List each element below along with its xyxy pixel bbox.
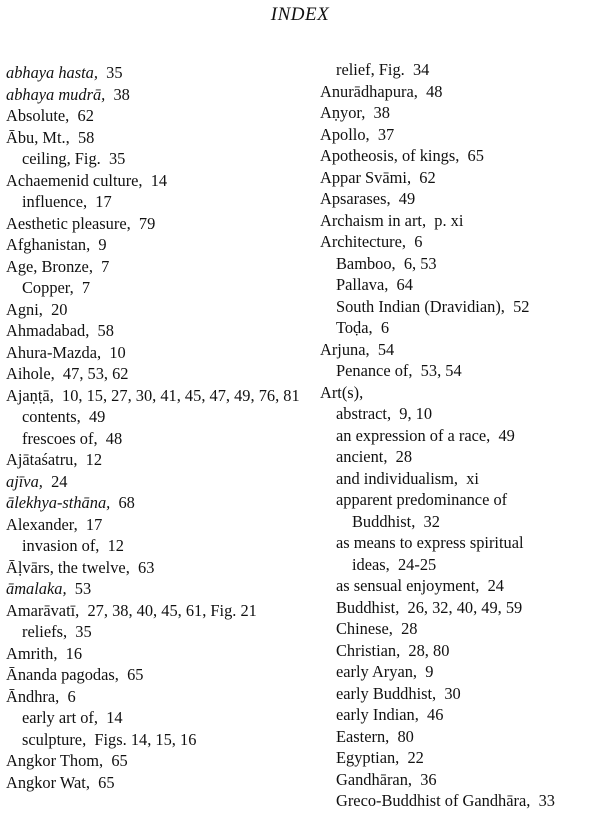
index-term: Achaemenid culture, — [6, 170, 143, 190]
index-term: Aesthetic pleasure, — [6, 213, 131, 233]
page-references: 48 — [426, 81, 443, 101]
index-term: Christian, — [336, 640, 401, 660]
index-entry — [6, 84, 302, 106]
page-references: 24-25 — [397, 554, 437, 574]
index-term: Egyptian, — [336, 748, 400, 767]
page-references: 64 — [396, 275, 413, 294]
page-references: 16 — [65, 643, 83, 663]
index-entry — [6, 471, 302, 493]
index-term: Age, Bronze, — [6, 256, 93, 276]
page-references: 35 — [106, 63, 123, 82]
page-references: 68 — [118, 493, 135, 512]
index-entry — [6, 707, 302, 729]
page-references: 38 — [113, 84, 130, 104]
index-term: Āndhra, — [6, 686, 60, 706]
index-term: sculpture, — [22, 729, 87, 749]
index-term: Ahmadabad, — [6, 321, 90, 340]
page-references: 28, 80 — [408, 640, 450, 660]
index-entry — [6, 406, 302, 428]
index-term: Āḷvārs, the twelve, — [6, 557, 130, 577]
index-entry — [320, 124, 595, 146]
index-entry — [6, 62, 302, 84]
index-entry — [6, 363, 302, 385]
page-references: 58 — [77, 127, 95, 147]
page-references: 48 — [105, 428, 123, 448]
index-term: relief, Fig. — [336, 60, 405, 79]
index-term: apparent predominance of Buddhist, — [336, 490, 508, 531]
page-references: 10 — [109, 342, 126, 362]
index-term: early Aryan, — [336, 662, 418, 681]
index-term: Penance of, — [336, 361, 413, 380]
page-references: p. xi — [434, 210, 464, 230]
index-entry — [320, 102, 595, 124]
index-term: Chinese, — [336, 619, 393, 638]
page-references: xi — [466, 468, 479, 488]
index-entry — [6, 277, 302, 299]
page-references: 49 — [498, 425, 515, 445]
index-entry — [6, 600, 302, 622]
index-term: frescoes of, — [22, 428, 98, 448]
index-term: ajīva, — [6, 471, 43, 491]
page-references: 65 — [98, 772, 115, 792]
page-references: 10, 15, 27, 30, 41, 45, 47, 49, 76, 81 — [62, 385, 300, 405]
index-entry — [6, 729, 302, 751]
page-references: 14 — [150, 170, 168, 190]
index-column-right — [320, 59, 595, 812]
index-entry — [6, 557, 302, 579]
index-term: invasion of, — [22, 536, 100, 555]
index-entry — [320, 382, 595, 404]
index-entry — [320, 339, 595, 361]
page-references: 58 — [97, 321, 114, 340]
index-entry — [320, 425, 595, 447]
index-term: Appar Svāmi, — [320, 167, 412, 187]
page-references: 7 — [81, 278, 91, 297]
index-entry — [6, 686, 302, 708]
page-references: 62 — [77, 106, 94, 125]
page-references: 6, 53 — [403, 253, 437, 273]
index-entry — [320, 167, 595, 189]
page-references: 6 — [414, 232, 423, 251]
index-entry — [320, 231, 595, 253]
page-references: 12 — [85, 450, 103, 469]
index-entry — [320, 575, 595, 597]
index-entry — [320, 81, 595, 103]
page-references: 53, 54 — [420, 361, 462, 380]
page-references: 28 — [401, 619, 418, 638]
index-term: Ajaṇṭā, — [6, 385, 54, 405]
index-term: abhaya hasta, — [6, 63, 98, 82]
index-term: as means to express spiritual ideas, — [336, 533, 524, 574]
index-entry — [6, 127, 302, 149]
index-entry — [6, 578, 302, 600]
page-references: 20 — [51, 299, 68, 319]
index-entry — [6, 772, 302, 794]
page-references: 38 — [373, 103, 390, 122]
page-references: 6 — [380, 318, 390, 337]
index-term: Apotheosis, of kings, — [320, 146, 460, 165]
index-term: Toḍa, — [336, 318, 373, 337]
page-references: 52 — [513, 296, 530, 316]
index-term: Aṇyor, — [320, 103, 366, 122]
index-term: abstract, — [336, 404, 392, 423]
page-references: 34 — [412, 60, 430, 79]
index-entry — [320, 296, 595, 318]
index-entry — [320, 704, 595, 726]
page-references: 63 — [138, 557, 155, 577]
index-entry — [320, 726, 595, 748]
index-term: reliefs, — [22, 622, 68, 641]
index-term: early art of, — [22, 708, 98, 727]
index-entry — [320, 274, 595, 296]
page-references: 17 — [95, 192, 112, 211]
page-references: 54 — [377, 339, 395, 359]
index-entry — [320, 446, 595, 468]
page-references: 37 — [377, 124, 395, 144]
index-term: Ābu, Mt., — [6, 127, 70, 147]
index-term: Anurādhapura, — [320, 81, 418, 101]
page-references: 28 — [395, 447, 413, 466]
index-entry — [6, 170, 302, 192]
page-references: 65 — [127, 665, 144, 684]
index-entry — [320, 618, 595, 640]
index-term: Gandhāran, — [336, 769, 412, 789]
page-references: 65 — [467, 146, 484, 165]
index-term: Pallava, — [336, 275, 389, 294]
page-references: 14 — [106, 708, 123, 727]
page-references: 49 — [88, 407, 106, 426]
index-entry — [320, 317, 595, 339]
index-term: Aihole, — [6, 364, 55, 383]
index-entry — [6, 105, 302, 127]
index-term: and individualism, — [336, 468, 459, 488]
index-entry — [320, 210, 595, 232]
index-entry — [6, 320, 302, 342]
index-term: Ahura-Mazda, — [6, 342, 102, 362]
page-references: 35 — [75, 622, 92, 641]
index-term: Buddhist, — [336, 597, 400, 617]
index-entry — [6, 750, 302, 772]
page-references: 49 — [398, 189, 416, 208]
index-entry — [6, 148, 302, 170]
index-term: Ajātaśatru, — [6, 450, 78, 469]
index-term: Ānanda pagodas, — [6, 665, 119, 684]
index-entry — [6, 514, 302, 536]
index-term: Absolute, — [6, 106, 70, 125]
index-entry — [320, 59, 595, 81]
index-term: Greco-Buddhist of Gandhāra, — [336, 791, 531, 810]
index-term: Eastern, — [336, 726, 390, 746]
page-references: 80 — [397, 726, 414, 746]
index-term: Apsarases, — [320, 189, 391, 208]
index-entry — [320, 145, 595, 167]
page-references: 17 — [85, 514, 103, 534]
index-entry — [320, 360, 595, 382]
index-entry — [6, 342, 302, 364]
index-entry — [320, 640, 595, 662]
index-entry — [6, 428, 302, 450]
index-term: ancient, — [336, 447, 388, 466]
page-references: 7 — [101, 256, 110, 276]
page-references: 33 — [538, 791, 555, 810]
index-term: Architecture, — [320, 232, 407, 251]
page-references: 27, 38, 40, 45, 61, Fig. 21 — [87, 600, 257, 620]
page-references: 26, 32, 40, 49, 59 — [407, 597, 523, 617]
index-entry — [6, 191, 302, 213]
page-references: 32 — [423, 511, 440, 531]
page-references: 46 — [427, 705, 444, 724]
index-term: Amrith, — [6, 643, 58, 663]
index-term: Archaism in art, — [320, 210, 427, 230]
page-references: 65 — [111, 751, 128, 770]
index-term: contents, — [22, 407, 81, 426]
page-references: 24 — [51, 471, 68, 491]
index-term: early Buddhist, — [336, 683, 437, 703]
index-term: as sensual enjoyment, — [336, 576, 480, 595]
index-term: Angkor Wat, — [6, 772, 90, 792]
index-term: Arjuna, — [320, 339, 370, 359]
index-term: abhaya mudrā, — [6, 84, 106, 104]
index-entry — [6, 385, 302, 407]
index-entry — [320, 468, 595, 490]
index-entry — [320, 188, 595, 210]
page-references: 79 — [138, 213, 156, 233]
page-references: 9 — [425, 662, 434, 681]
index-term: an expression of a race, — [336, 425, 491, 445]
page-references: 35 — [108, 149, 126, 168]
index-term: Afghanistan, — [6, 235, 91, 254]
index-term: Angkor Thom, — [6, 751, 104, 770]
index-entry — [320, 403, 595, 425]
index-term: ālekhya-sthāna, — [6, 493, 111, 512]
index-term: Bamboo, — [336, 253, 396, 273]
index-entry — [6, 492, 302, 514]
page-references: Figs. 14, 15, 16 — [94, 729, 197, 749]
index-entry — [6, 256, 302, 278]
index-entry — [320, 790, 595, 812]
index-term: ceiling, Fig. — [22, 149, 101, 168]
index-entry — [320, 532, 595, 575]
index-entry — [6, 535, 302, 557]
index-entry — [6, 643, 302, 665]
page-references: 12 — [107, 536, 124, 555]
page-references: 6 — [67, 686, 76, 706]
index-term: āmalaka, — [6, 579, 67, 598]
index-entry — [6, 213, 302, 235]
index-entry — [6, 449, 302, 471]
index-entry — [6, 664, 302, 686]
index-term: South Indian (Dravidian), — [336, 296, 505, 316]
page-references: 24 — [487, 576, 504, 595]
page-references: 36 — [420, 769, 437, 789]
index-entry — [6, 299, 302, 321]
index-term: Amarāvatī, — [6, 600, 80, 620]
index-entry — [320, 683, 595, 705]
index-term: Apollo, — [320, 124, 370, 144]
index-column-left — [6, 62, 302, 793]
index-entry — [320, 769, 595, 791]
index-entry — [320, 253, 595, 275]
page-references: 53 — [74, 579, 92, 598]
index-term: Alexander, — [6, 514, 78, 534]
index-entry — [320, 597, 595, 619]
index-entry — [320, 661, 595, 683]
index-term: Copper, — [22, 278, 74, 297]
index-term: Art(s), — [320, 382, 364, 402]
index-term: influence, — [22, 192, 88, 211]
page-references: 9, 10 — [399, 404, 433, 423]
index-entry — [320, 747, 595, 769]
index-entry — [6, 234, 302, 256]
page-references: 9 — [98, 235, 107, 254]
index-entry — [320, 489, 595, 532]
page-references: 22 — [407, 748, 424, 767]
index-term: early Indian, — [336, 705, 419, 724]
page-references: 30 — [444, 683, 461, 703]
page-references: 47, 53, 62 — [62, 364, 129, 383]
index-entry — [6, 621, 302, 643]
index-term: Agni, — [6, 299, 43, 319]
page-title: INDEX — [270, 4, 330, 25]
page-references: 62 — [419, 167, 436, 187]
